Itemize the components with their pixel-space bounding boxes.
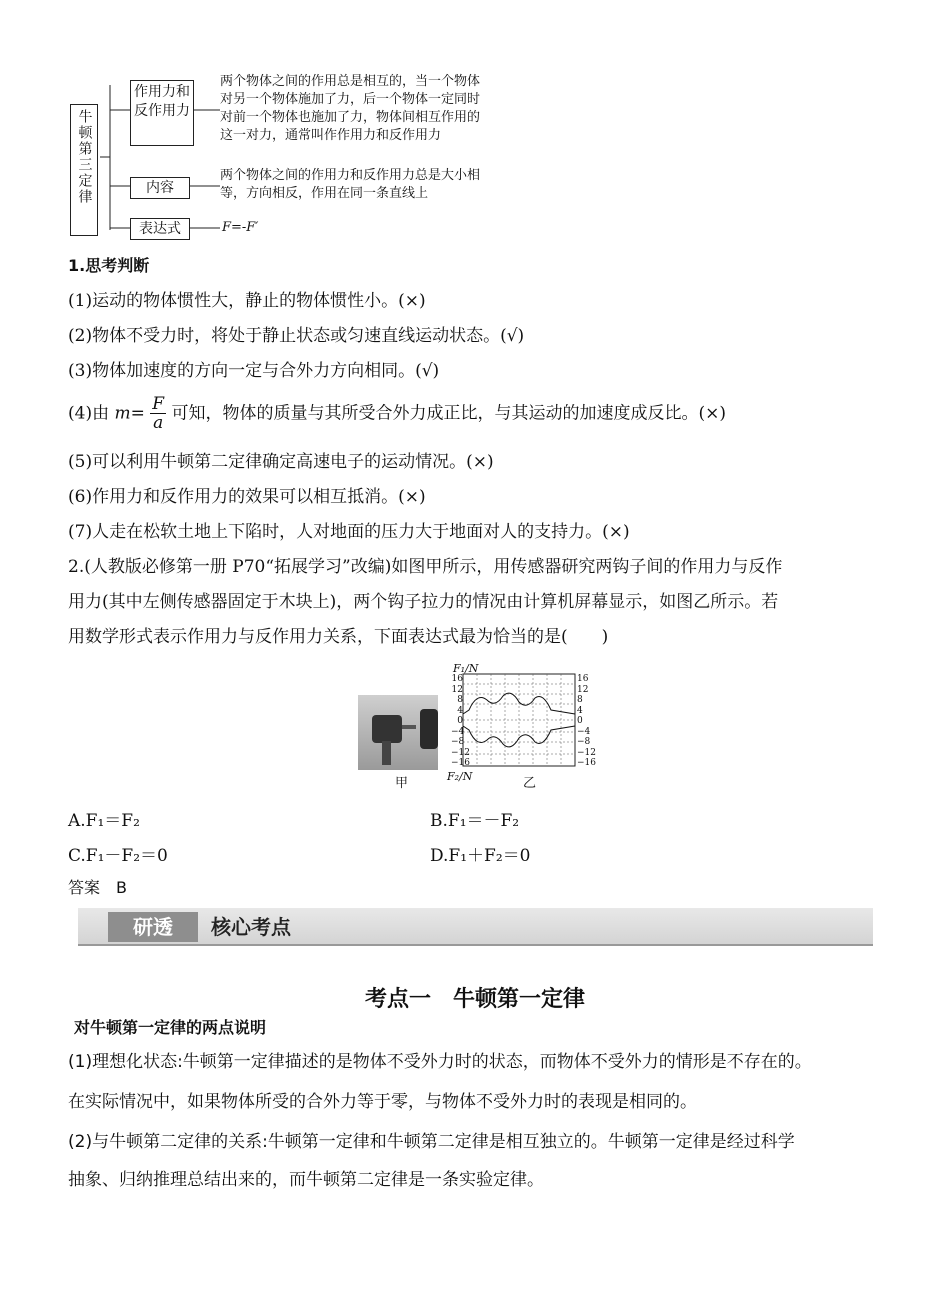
label-jia: 甲 [395,776,409,791]
question-line-2: 用力(其中左侧传感器固定于木块上)，两个钩子拉力的情况由计算机屏幕显示，如图乙所示。若 [68,592,779,612]
topic-title: 考点一 牛顿第一定律 [364,987,585,1012]
y-axis-bottom-label: F₂/N [447,770,473,783]
diagram-branch-force-pair: 作用力和反作用力 [130,80,194,146]
judgment-item-4: (4)由 m= $\frac{F}{a}$ 可知，物体的质量与其所受合外力成正比，与其运动的加速度成反比。(×) [68,394,726,433]
topic-paragraph-2: (2)与牛顿第二定律的关系:牛顿第一定律和牛顿第二定律是相互独立的。牛顿第一定律是经过科学 [68,1132,795,1152]
y-axis-top-label: F₁/N [453,662,479,675]
expression-text: F=-F′ [222,220,259,235]
option-b: B.F₁＝－F₂ [430,811,520,831]
option-c: C.F₁－F₂＝0 [68,846,168,866]
answer: 答案 B [68,878,127,897]
topic-paragraph-2b: 抽象、归纳推理总结出来的，而牛顿第二定律是一条实验定律。 [68,1170,544,1190]
judgment-item-5: (5)可以利用牛顿第二定律确定高速电子的运动情况。(×) [68,452,494,472]
content-description: 两个物体之间的作用力和反作用力总是大小相 等，方向相反，作用在同一条直线上 [220,168,481,201]
question-line-1: 2.(人教版必修第一册 P70“拓展学习”改编)如图甲所示，用传感器研究两钩子间的作用力与反作 [68,557,783,577]
label-yi: 乙 [523,776,537,791]
section-title: 1.思考判断 [68,256,150,275]
banner-title: 核心考点 [211,915,291,939]
topic-subtitle: 对牛顿第一定律的两点说明 [74,1018,267,1037]
judgment-item-1: (1)运动的物体惯性大，静止的物体惯性小。(×) [68,291,426,311]
section-banner [78,908,873,946]
judgment-item-6: (6)作用力和反作用力的效果可以相互抵消。(×) [68,487,426,507]
topic-paragraph-1b: 在实际情况中，如果物体所受的合外力等于零，与物体不受外力时的表现是相同的。 [68,1092,697,1112]
question-line-3: 用数学形式表示作用力与反作用力关系，下面表达式最为恰当的是( ) [68,627,609,647]
diagram-root: 牛顿第三定律 [70,104,98,236]
force-pair-description: 两个物体之间的作用总是相互的，当一个物体 对另一个物体施加了力，后一个物体一定同时 对前一个物体也施加了力，物体间相互作用的 这一对力，通常叫作作用力和反作用力 [220,74,481,143]
ticks-right: 16 12 8 4 0 −4 −8 −12 −16 [577,674,596,768]
judgment-item-7: (7)人走在松软土地上下陷时，人对地面的压力大于地面对人的支持力。(×) [68,522,630,542]
banner-tag: 研透 [108,912,198,942]
option-a: A.F₁＝F₂ [68,811,140,831]
diagram-branch-content: 内容 [130,177,190,199]
photo-jia [358,695,438,770]
sensor-figure [355,660,605,791]
topic-paragraph-1: (1)理想化状态:牛顿第一定律描述的是物体不受外力时的状态，而物体不受外力的情形是不存在的。 [68,1052,812,1072]
diagram-branch-expression: 表达式 [130,218,190,240]
ticks-left: 16 12 8 4 0 −4 −8 −12 −16 [451,674,470,768]
option-d: D.F₁＋F₂＝0 [430,846,531,866]
judgment-item-3: (3)物体加速度的方向一定与合外力方向相同。(√) [68,361,440,381]
judgment-item-2: (2)物体不受力时，将处于静止状态或匀速直线运动状态。(√) [68,326,525,346]
